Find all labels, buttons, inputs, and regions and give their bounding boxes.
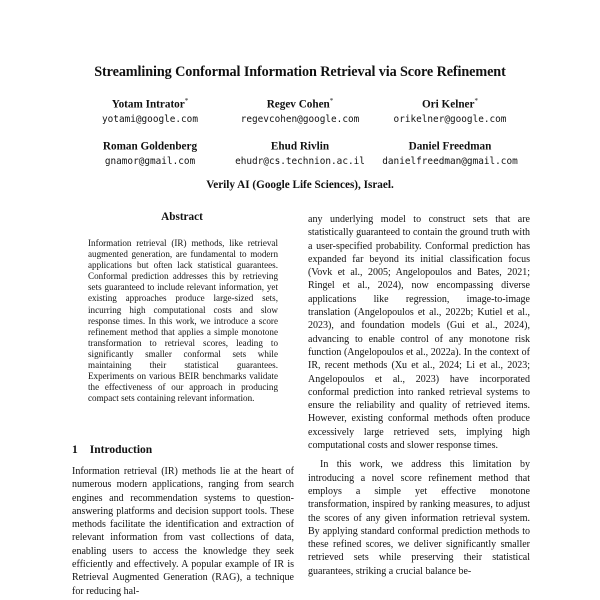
author-name: Ehud Rivlin: [270, 140, 330, 153]
author-name: Daniel Freedman: [408, 140, 492, 153]
author-email: regevcohen@google.com: [240, 113, 360, 125]
body-text-left-column: Information retrieval (IR) methods lie at the heart of numerous modern applications, ranging from search engines and recommendation systems to question-answering platforms and decision support tools. These methods facilitate the identification and extraction of relevant information from vast collections of data, enabling users to access the knowledge they seek efficiently and effectively. A popular example of IR is Retrieval Augmented Generation (RAG), a technique for reducing hal-: [72, 466, 294, 597]
author-name: Yotam Intrator*: [111, 97, 189, 111]
author-email: yotami@google.com: [102, 113, 198, 125]
paragraph: any underlying model to construct sets that are statistically guaranteed to contain the ground truth with a user-specified probability. Conformal prediction has expanded far beyond its initial classification focus (Vovk et al., 2005; Angelopoulos and Bates, 2021; Ringel et al., 2024), now encompassing diverse applications like regression, image-to-image translation (Angelopoulos et al., 2022b; Kutiel et al., 2023), and foundation models (Gui et al., 2024), advancing to enable control of any monotone risk function (Angelopoulos et al., 2022a). In the context of IR, recent methods (Xu et al., 2024; Li et al., 2023; Angelopoulos et al., 2023) have incorporated conformal prediction into ranked retrieval systems to ensure the reliability and quality of retrieved items. However, existing conformal methods often produce excessively large retrieved sets, implying high computational costs and slower response times.: [308, 214, 530, 452]
abstract-text: Information retrieval (IR) methods, like retrieval augmented generation, are fundamental to modern applications but often lack statistical guarantees. Conformal prediction addresses this by retrieving sets guaranteed to include relevant information, yet existing approaches produce large-sized sets, incurring high computational costs and slow response times. In this work, we introduce a score refinement method that applies a simple monotone transformation to retrieval scores, leading to significantly smaller conformal sets while maintaining their statistical guarantees. Experiments on various BEIR benchmarks validate the effectiveness of our approach in producing compact sets containing relevant information.: [88, 238, 278, 404]
author-email: danielfreedman@gmail.com: [382, 155, 518, 167]
section-heading: [72, 444, 152, 456]
section-number: 1: [72, 444, 78, 456]
paragraph: In this work, we address this limitation by introducing a novel score refinement method that employs a simple yet effective monotone transformation, inspired by ranking measures, to adjust the scores of any given information retrieval system. By applying standard conformal prediction methods to these refined scores, we deliver significantly smaller retrieved sets while preserving their statistical guarantees, striking a crucial balance be-: [308, 459, 530, 577]
author-block: [78, 94, 222, 127]
abstract-heading: Abstract: [161, 211, 203, 223]
author-block: [223, 136, 377, 169]
author-email: orikelner@google.com: [393, 113, 507, 125]
paper-title: Streamlining Conformal Information Retrieval via Score Refinement: [94, 64, 506, 80]
author-block: [73, 136, 227, 169]
author-email: gnamor@gmail.com: [104, 155, 196, 167]
section-title: Introduction: [89, 444, 153, 456]
affiliation: Verily AI (Google Life Sciences), Israel.: [206, 179, 394, 191]
author-name: Regev Cohen*: [266, 97, 334, 111]
body-text-right-column: [308, 213, 530, 578]
author-block: [373, 136, 527, 169]
author-name: Roman Goldenberg: [102, 140, 198, 153]
author-email: ehudr@cs.technion.ac.il: [235, 155, 365, 167]
author-block: [228, 94, 372, 127]
author-block: [378, 94, 522, 127]
author-name: Ori Kelner*: [421, 97, 478, 111]
